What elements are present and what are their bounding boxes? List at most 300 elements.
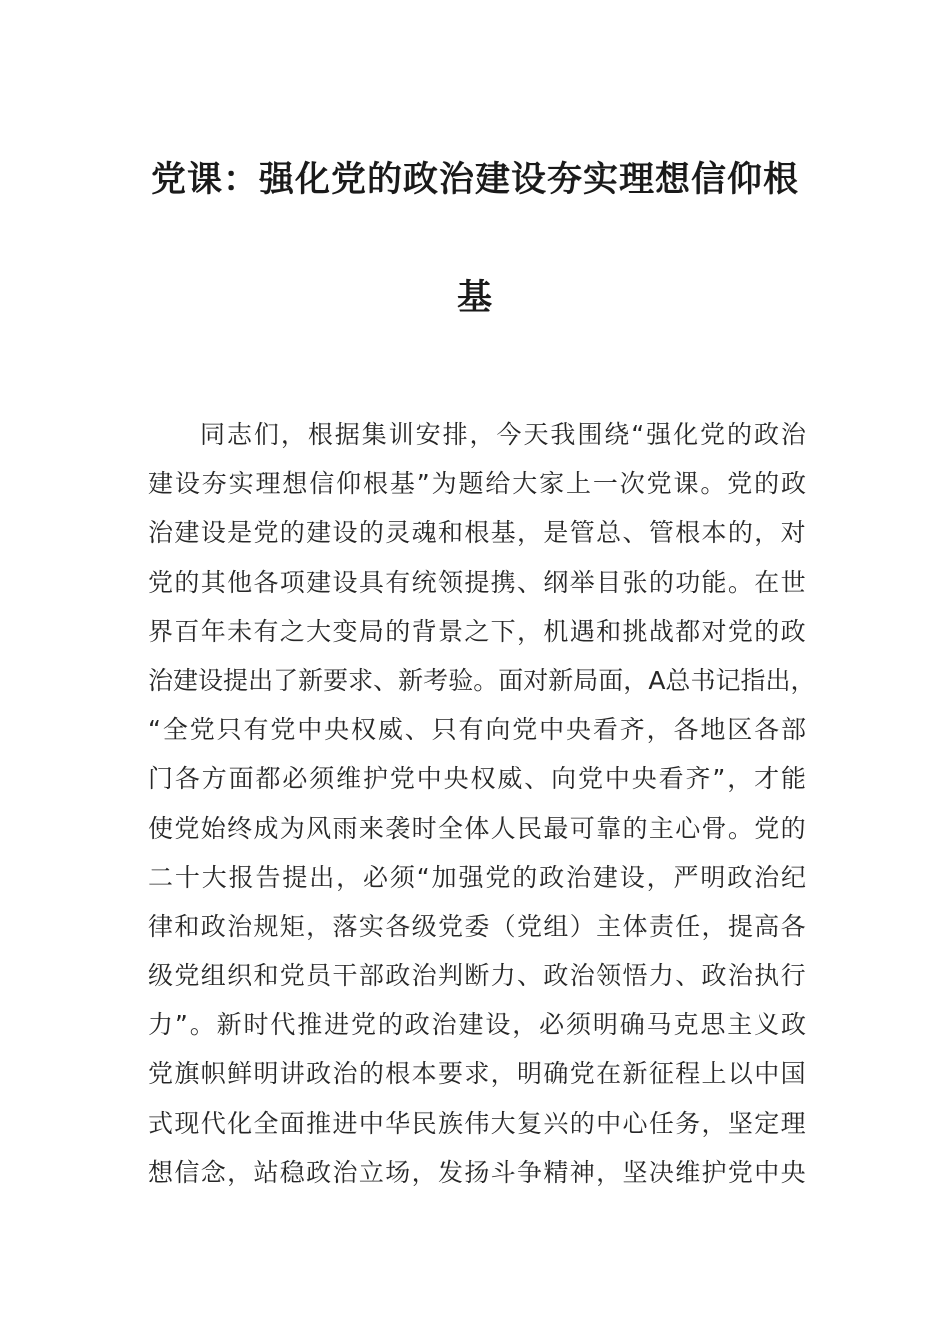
body-char: 始 [200, 813, 226, 843]
body-char: 、 [373, 665, 399, 695]
body-char: 心 [675, 813, 701, 843]
body-char: 为 [279, 813, 305, 843]
body-char: 建 [173, 665, 199, 695]
body-char: 基 [389, 469, 415, 499]
body-char: 各 [385, 911, 411, 941]
body-char: 民 [517, 813, 543, 843]
body-char: 央 [443, 764, 469, 794]
body-char: 提 [464, 567, 490, 597]
body-char: 明 [517, 1059, 543, 1089]
body-char: 方 [201, 764, 227, 794]
body-char: 的 [174, 567, 200, 597]
body-char: 确 [543, 1059, 569, 1089]
body-char: 代 [200, 1108, 226, 1138]
body-char: 纲 [543, 567, 569, 597]
body-char: 任 [648, 1108, 674, 1138]
body-char: 治 [431, 1010, 457, 1040]
body-char: 扬 [464, 1157, 490, 1187]
body-char: 政 [306, 1157, 332, 1187]
body-char: 织 [227, 961, 253, 991]
body-line [148, 853, 806, 902]
body-char: 管 [569, 518, 595, 548]
body-char: ） [569, 911, 595, 941]
body-char: 给 [485, 469, 511, 499]
body-char: 根 [385, 1059, 411, 1089]
body-char: 必 [539, 1010, 565, 1040]
body-char: “ [148, 715, 161, 745]
body-char: 指 [740, 665, 766, 695]
body-char: 进 [332, 1108, 358, 1138]
body-line [148, 508, 806, 557]
body-char: 纪 [780, 862, 806, 892]
body-char: 程 [675, 1059, 701, 1089]
body-char: 政 [306, 1059, 332, 1089]
body-char: 权 [470, 764, 496, 794]
body-char: 维 [675, 1157, 701, 1187]
body-char: 、 [517, 567, 543, 597]
body-char: 精 [543, 1157, 569, 1187]
body-char: 新 [398, 665, 424, 695]
body-char: 中 [358, 1108, 384, 1138]
body-char: 组 [543, 911, 569, 941]
body-char: 对 [780, 518, 806, 548]
body-char: 中 [754, 1157, 780, 1187]
body-char: 党 [279, 961, 305, 991]
body-char: 各 [253, 567, 279, 597]
body-line [148, 754, 806, 803]
body-char: 二 [148, 862, 174, 892]
body-char: ， [490, 1059, 516, 1089]
body-char: 设 [332, 518, 358, 548]
body-char: 大 [201, 862, 227, 892]
body-char: 统 [411, 567, 437, 597]
body-char: 都 [255, 764, 281, 794]
body-char: 确 [619, 1010, 645, 1040]
body-char: 出 [248, 665, 274, 695]
body-char: 未 [227, 616, 253, 646]
body-char: 全 [437, 813, 463, 843]
body-char: 各 [754, 715, 780, 745]
body-char: 面 [498, 665, 524, 695]
body-char: 中 [596, 1108, 622, 1138]
body-line [148, 902, 806, 951]
body-char: 党 [350, 1010, 376, 1040]
body-char: “ [416, 862, 430, 892]
body-char: 只 [216, 715, 242, 745]
body-char: 讲 [279, 1059, 305, 1089]
body-char: 只 [431, 715, 457, 745]
body-char: 挑 [622, 616, 648, 646]
body-char: 根 [363, 469, 389, 499]
body-char: 国 [780, 1059, 806, 1089]
body-char: 复 [517, 1108, 543, 1138]
body-char: 政 [404, 1010, 430, 1040]
body-char: 世 [780, 567, 806, 597]
body-char: 党 [389, 764, 415, 794]
body-char: 为 [431, 469, 457, 499]
body-char: 斗 [490, 1157, 516, 1187]
body-char: 治 [332, 1059, 358, 1089]
body-line [148, 1148, 806, 1197]
body-char: 骨 [701, 813, 727, 843]
body-char: 面 [598, 665, 624, 695]
body-char: 委 [464, 911, 490, 941]
body-char: ” [174, 1010, 188, 1040]
body-char: 题 [458, 469, 484, 499]
body-char: 建 [306, 567, 332, 597]
body-char: 景 [437, 616, 463, 646]
body-char: 落 [332, 911, 358, 941]
body-char: 家 [539, 469, 565, 499]
body-char: 领 [437, 567, 463, 597]
body-char: 中 [297, 715, 323, 745]
body-char: A [648, 665, 666, 695]
body-char: 总 [665, 665, 691, 695]
body-char: 央 [324, 715, 350, 745]
body-char: 有 [243, 715, 269, 745]
body-char: 建 [306, 518, 332, 548]
body-char: 有 [253, 616, 279, 646]
body-char: 须 [389, 862, 415, 892]
body-char: 政 [543, 961, 569, 991]
body-char: 向 [485, 715, 511, 745]
body-char: 使 [148, 813, 174, 843]
body-char: 机 [543, 616, 569, 646]
body-char: 央 [565, 715, 591, 745]
body-char: 他 [227, 567, 253, 597]
body-char: ， [469, 420, 495, 449]
body-char: 大 [306, 616, 332, 646]
body-char: 伟 [464, 1108, 490, 1138]
body-char: 执 [754, 961, 780, 991]
body-char: ， [280, 420, 306, 449]
body-char: 提 [223, 665, 249, 695]
body-char: 场 [385, 1157, 411, 1187]
body-char: ， [701, 911, 727, 941]
body-char: 坚 [727, 1108, 753, 1138]
body-char: 、 [524, 764, 550, 794]
body-char: 民 [411, 1108, 437, 1138]
body-char: 明 [253, 1059, 279, 1089]
body-char: 出 [309, 862, 335, 892]
body-char: 央 [780, 1157, 806, 1187]
body-char: 书 [690, 665, 716, 695]
body-char: 须 [309, 764, 335, 794]
body-char: ， [596, 1157, 622, 1187]
body-char: 考 [423, 665, 449, 695]
body-char: 其 [200, 567, 226, 597]
body-char: 据 [334, 420, 360, 449]
body-char: 式 [148, 1108, 174, 1138]
body-char: 断 [464, 961, 490, 991]
body-char: 的 [727, 420, 753, 449]
body-char: 强 [646, 420, 672, 449]
body-char: 想 [282, 469, 308, 499]
body-char: 的 [377, 1010, 403, 1040]
body-char: 党 [437, 911, 463, 941]
body-char: 的 [754, 469, 780, 499]
body-char: 齐 [685, 764, 711, 794]
body-char: 、 [675, 961, 701, 991]
body-char: 训 [388, 420, 414, 449]
body-char: 党 [517, 911, 543, 941]
body-char: 判 [437, 961, 463, 991]
body-char: 同 [200, 420, 226, 449]
body-char: 决 [648, 1157, 674, 1187]
body-char: ” [712, 764, 726, 794]
document-body [148, 410, 818, 1197]
body-char: ” [416, 469, 430, 499]
body-char: 征 [648, 1059, 674, 1089]
body-char: 功 [675, 567, 701, 597]
body-char: 。 [189, 1010, 215, 1040]
body-char: 现 [174, 1108, 200, 1138]
body-char: 中 [754, 1059, 780, 1089]
body-char: 十 [174, 862, 200, 892]
body-char: 能 [701, 567, 727, 597]
body-char: 主 [727, 1010, 753, 1040]
body-line [148, 607, 806, 656]
body-char: 局 [358, 616, 384, 646]
body-char: 各 [174, 764, 200, 794]
body-char: 。 [700, 469, 726, 499]
body-char: 力 [490, 961, 516, 991]
body-char: 维 [336, 764, 362, 794]
body-char: 夯 [201, 469, 227, 499]
body-char: 、 [404, 715, 430, 745]
body-char: 对 [701, 616, 727, 646]
body-char: 大 [490, 1108, 516, 1138]
body-char: 集 [361, 420, 387, 449]
body-char: 我 [550, 420, 576, 449]
body-char: 都 [675, 616, 701, 646]
body-char: 中 [604, 764, 630, 794]
body-char: 最 [543, 813, 569, 843]
body-char: 责 [648, 911, 674, 941]
body-char: 推 [297, 1010, 323, 1040]
body-char: 和 [437, 518, 463, 548]
body-char: 进 [324, 1010, 350, 1040]
body-char: 目 [596, 567, 622, 597]
body-char: ， [790, 665, 816, 695]
body-char: 兴 [543, 1108, 569, 1138]
body-char: 绕 [604, 420, 630, 449]
body-char: 任 [675, 911, 701, 941]
body-char: 新 [622, 1059, 648, 1089]
body-char: 了 [273, 665, 299, 695]
body-char: 坚 [622, 1157, 648, 1187]
body-char: 争 [517, 1157, 543, 1187]
body-char: 百 [174, 616, 200, 646]
body-char: 代 [270, 1010, 296, 1040]
body-line [148, 705, 806, 754]
body-char: 党 [727, 469, 753, 499]
body-char: 体 [622, 911, 648, 941]
body-char: 党 [148, 1059, 174, 1089]
body-char: 要 [437, 1059, 463, 1089]
body-char: 政 [539, 862, 565, 892]
body-char: 大 [512, 469, 538, 499]
body-char: 具 [358, 567, 384, 597]
body-char: 建 [148, 469, 174, 499]
body-char: 规 [253, 911, 279, 941]
body-line [148, 1000, 806, 1049]
body-char: 治 [565, 862, 591, 892]
body-char: 主 [596, 911, 622, 941]
body-char: 治 [227, 911, 253, 941]
body-char: 的 [754, 616, 780, 646]
body-char: ， [227, 1157, 253, 1187]
body-char: 实 [228, 469, 254, 499]
body-line [148, 1099, 806, 1148]
body-char: 袭 [385, 813, 411, 843]
body-char: 时 [411, 813, 437, 843]
body-char: 和 [174, 911, 200, 941]
body-char: 威 [497, 764, 523, 794]
body-char: ， [517, 616, 543, 646]
body-char: 神 [569, 1157, 595, 1187]
body-char: 背 [411, 616, 437, 646]
body-char: 党 [727, 616, 753, 646]
body-char: 和 [596, 616, 622, 646]
body-char: 有 [385, 567, 411, 597]
body-char: 。 [473, 665, 499, 695]
body-char: 可 [569, 813, 595, 843]
body-char: 的 [780, 813, 806, 843]
body-char: 人 [490, 813, 516, 843]
body-char: 党 [754, 813, 780, 843]
body-char: 告 [255, 862, 281, 892]
body-char: 须 [565, 1010, 591, 1040]
body-char: 干 [332, 961, 358, 991]
body-char: 明 [700, 862, 726, 892]
body-char: 报 [228, 862, 254, 892]
body-char: 化 [673, 420, 699, 449]
body-char: 围 [577, 420, 603, 449]
body-char: 靠 [596, 813, 622, 843]
body-char: 政 [753, 420, 779, 449]
body-char: 魂 [411, 518, 437, 548]
body-char: 根 [464, 518, 490, 548]
body-char: 的 [358, 1059, 384, 1089]
body-char: 治 [148, 518, 174, 548]
body-char: 治 [411, 961, 437, 991]
body-char: 能 [780, 764, 806, 794]
body-char: 总 [596, 518, 622, 548]
body-char: 力 [648, 961, 674, 991]
body-char: 党 [189, 715, 215, 745]
body-char: 主 [648, 813, 674, 843]
body-char: ， [336, 862, 362, 892]
body-char: 想 [148, 1157, 174, 1187]
body-char: 治 [754, 862, 780, 892]
body-char: 的 [622, 813, 648, 843]
body-char: 上 [565, 469, 591, 499]
body-char: 严 [673, 862, 699, 892]
body-char: 明 [592, 1010, 618, 1040]
body-char: 威 [377, 715, 403, 745]
body-char: 悟 [622, 961, 648, 991]
body-char: 建 [592, 862, 618, 892]
body-char: 级 [411, 911, 437, 941]
body-char: 华 [385, 1108, 411, 1138]
body-char: 信 [174, 1157, 200, 1187]
body-char: 安 [415, 420, 441, 449]
body-char: 建 [458, 1010, 484, 1040]
body-char: 面 [279, 1108, 305, 1138]
body-char: 今 [496, 420, 522, 449]
body-char: 政 [200, 911, 226, 941]
body-char: 设 [200, 518, 226, 548]
body-char: 政 [701, 961, 727, 991]
body-char: 本 [701, 518, 727, 548]
body-char: 各 [673, 715, 699, 745]
body-char: 之 [279, 616, 305, 646]
body-char: 地 [700, 715, 726, 745]
document-title-line-1: 党课：强化党的政治建设夯实理想信仰根 [150, 159, 799, 200]
body-char: 务 [675, 1108, 701, 1138]
body-char: 政 [780, 1010, 806, 1040]
body-char: 对 [523, 665, 549, 695]
body-char: 稳 [279, 1157, 305, 1187]
body-char: 强 [458, 862, 484, 892]
body-char: 本 [411, 1059, 437, 1089]
body-char: 提 [282, 862, 308, 892]
body-char: 念 [200, 1157, 226, 1187]
body-char: 年 [200, 616, 226, 646]
body-char: 建 [174, 518, 200, 548]
body-char: 族 [437, 1108, 463, 1138]
body-char: 项 [279, 567, 305, 597]
body-char: 之 [464, 616, 490, 646]
body-char: 新 [216, 1010, 242, 1040]
body-char: ， [646, 715, 672, 745]
body-char: 中 [416, 764, 442, 794]
body-char: 根 [675, 518, 701, 548]
body-char: 律 [148, 911, 174, 941]
body-char: 区 [727, 715, 753, 745]
body-char: 张 [622, 567, 648, 597]
body-line [148, 951, 806, 1000]
body-char: 马 [646, 1010, 672, 1040]
body-char: 的 [279, 518, 305, 548]
body-char: 中 [539, 715, 565, 745]
body-char: 矩 [279, 911, 305, 941]
body-char: 们 [253, 420, 279, 449]
body-line [148, 558, 806, 607]
body-char: 行 [780, 961, 806, 991]
body-char: 政 [727, 862, 753, 892]
body-char: 。 [727, 567, 753, 597]
body-char: 党 [148, 567, 174, 597]
body-char: 立 [358, 1157, 384, 1187]
body-char: 在 [596, 1059, 622, 1089]
body-char: 治 [727, 961, 753, 991]
body-char: 党 [485, 862, 511, 892]
body-char: 求 [464, 1059, 490, 1089]
body-char: 各 [780, 911, 806, 941]
body-char: 高 [754, 911, 780, 941]
body-char: 理 [780, 1108, 806, 1138]
body-char: ， [306, 911, 332, 941]
body-char: 员 [306, 961, 332, 991]
body-char: 设 [174, 469, 200, 499]
body-char: 成 [253, 813, 279, 843]
body-line [148, 656, 816, 705]
body-char: 面 [228, 764, 254, 794]
body-char: 站 [253, 1157, 279, 1187]
body-char: 齐 [619, 715, 645, 745]
